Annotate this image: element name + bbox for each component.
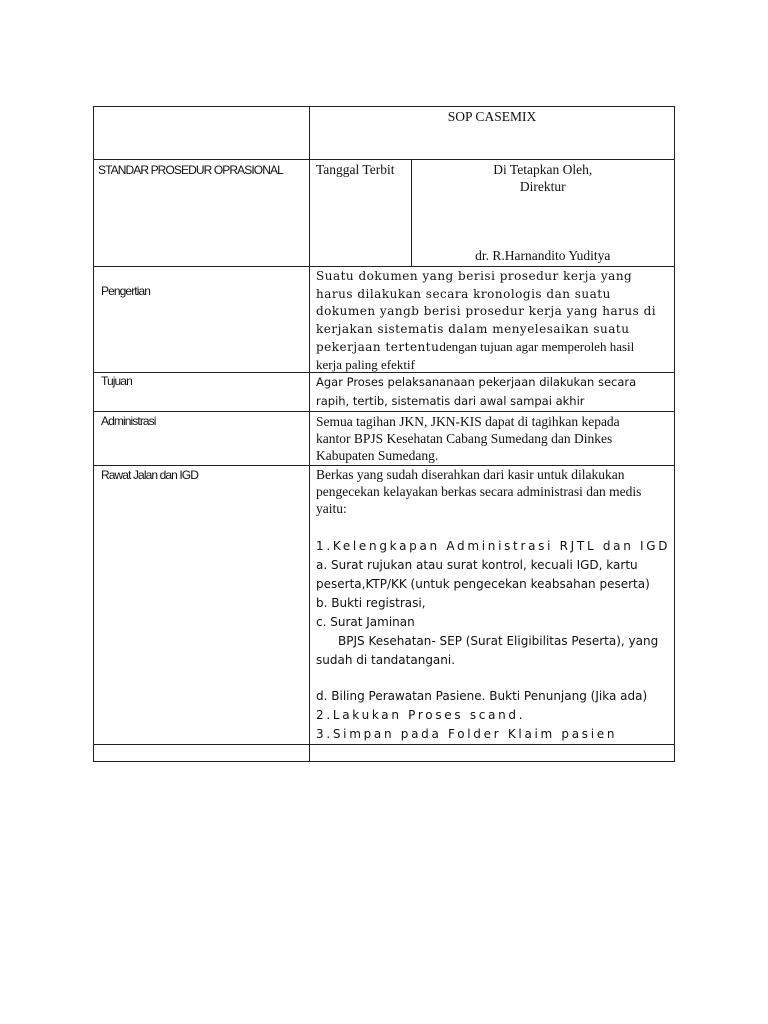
empty-cell-right (310, 745, 675, 762)
tujuan-label: Tujuan (101, 374, 132, 388)
rawat-label-cell (94, 466, 310, 745)
header-title-cell (310, 107, 675, 160)
empty-cell-left (94, 745, 310, 762)
rawat-intro: pengecekan kelayakan berkas secara administrasi dan medis (316, 484, 642, 499)
meta-inner (310, 160, 674, 266)
step-2: 2.Lakukan Proses scand. (316, 708, 526, 722)
item-a: a. Surat rujukan atau surat kontrol, kecuali IGD, kartu (316, 558, 638, 572)
header-blank-cell (94, 107, 310, 160)
administrasi-line: Kabupaten Sumedang. (316, 448, 439, 463)
tanggal-terbit-cell (310, 160, 411, 266)
tujuan-label-cell (94, 373, 310, 412)
step-1: 1.Kelengkapan Administrasi RJTL dan IGD (316, 539, 671, 553)
rawat-content-cell (310, 466, 675, 745)
rawat-intro: Berkas yang sudah diserahkan dari kasir untuk dilakukan (316, 467, 625, 482)
pengertian-label-cell (94, 267, 310, 373)
tujuan-content-cell (310, 373, 675, 412)
pengertian-line: kerjakan sistematis dalam menyelesaikan suatu (316, 321, 630, 336)
administrasi-line: Semua tagihan JKN, JKN-KIS dapat di tagihkan kepada (316, 414, 620, 429)
pengertian-line: dengan tujuan agar memperoleh hasil (439, 339, 635, 354)
pengertian-line: harus dilakukan secara kronologis dan suatu (316, 286, 611, 301)
step-3: 3.Simpan pada Folder Klaim pasien (316, 727, 618, 741)
ditetapkan-label: Di Tetapkan Oleh, (493, 162, 593, 177)
administrasi-content-cell (310, 412, 675, 466)
administrasi-line: kantor BPJS Kesehatan Cabang Sumedang dan Dinkes (316, 431, 613, 446)
standar-label-cell (94, 160, 310, 267)
tujuan-line: Agar Proses pelaksananaan pekerjaan dilakukan secara (316, 375, 637, 389)
item-b: b. Bukti registrasi, (316, 596, 426, 610)
meta-cell (310, 160, 675, 267)
sop-table (93, 106, 675, 762)
item-a: peserta,KTP/KK (untuk pengecekan keabsahan peserta) (316, 577, 650, 591)
item-c: c. Surat Jaminan (316, 615, 415, 629)
rawat-label: Rawat Jalan dan IGD (101, 468, 198, 482)
item-c-detail: sudah di tandatangani. (316, 653, 456, 667)
pengertian-line: pekerjaan tertentu (316, 340, 440, 354)
item-d: d. Biling Perawatan Pasiene. Bukti Penunjang (Jika ada) (316, 689, 648, 703)
standar-label: STANDAR PROSEDUR OPRASIONAL (98, 163, 283, 177)
pengertian-line: dokumen yangb berisi prosedur kerja yang harus di (316, 304, 657, 318)
pengertian-content-cell (310, 267, 675, 373)
tanggal-terbit-label: Tanggal Terbit (316, 162, 395, 177)
jabatan-direktur: Direktur (519, 179, 566, 194)
administrasi-label: Administrasi (101, 414, 156, 428)
nama-direktur: dr. R.Harnandito Yuditya (475, 248, 611, 263)
administrasi-label-cell (94, 412, 310, 466)
rawat-intro: yaitu: (316, 501, 347, 516)
pengertian-label: Pengertian (101, 284, 151, 298)
doc-title: SOP CASEMIX (447, 109, 537, 124)
pengertian-line: kerja paling efektif (316, 356, 415, 372)
tujuan-line: rapih, tertib, sistematis dari awal sampai akhir (316, 394, 585, 408)
ditetapkan-cell (411, 160, 674, 266)
pengertian-line: Suatu dokumen yang berisi prosedur kerja yang (316, 269, 633, 283)
item-c-detail: BPJS Kesehatan- SEP (Surat Eligibilitas Peserta), yang (338, 634, 659, 648)
